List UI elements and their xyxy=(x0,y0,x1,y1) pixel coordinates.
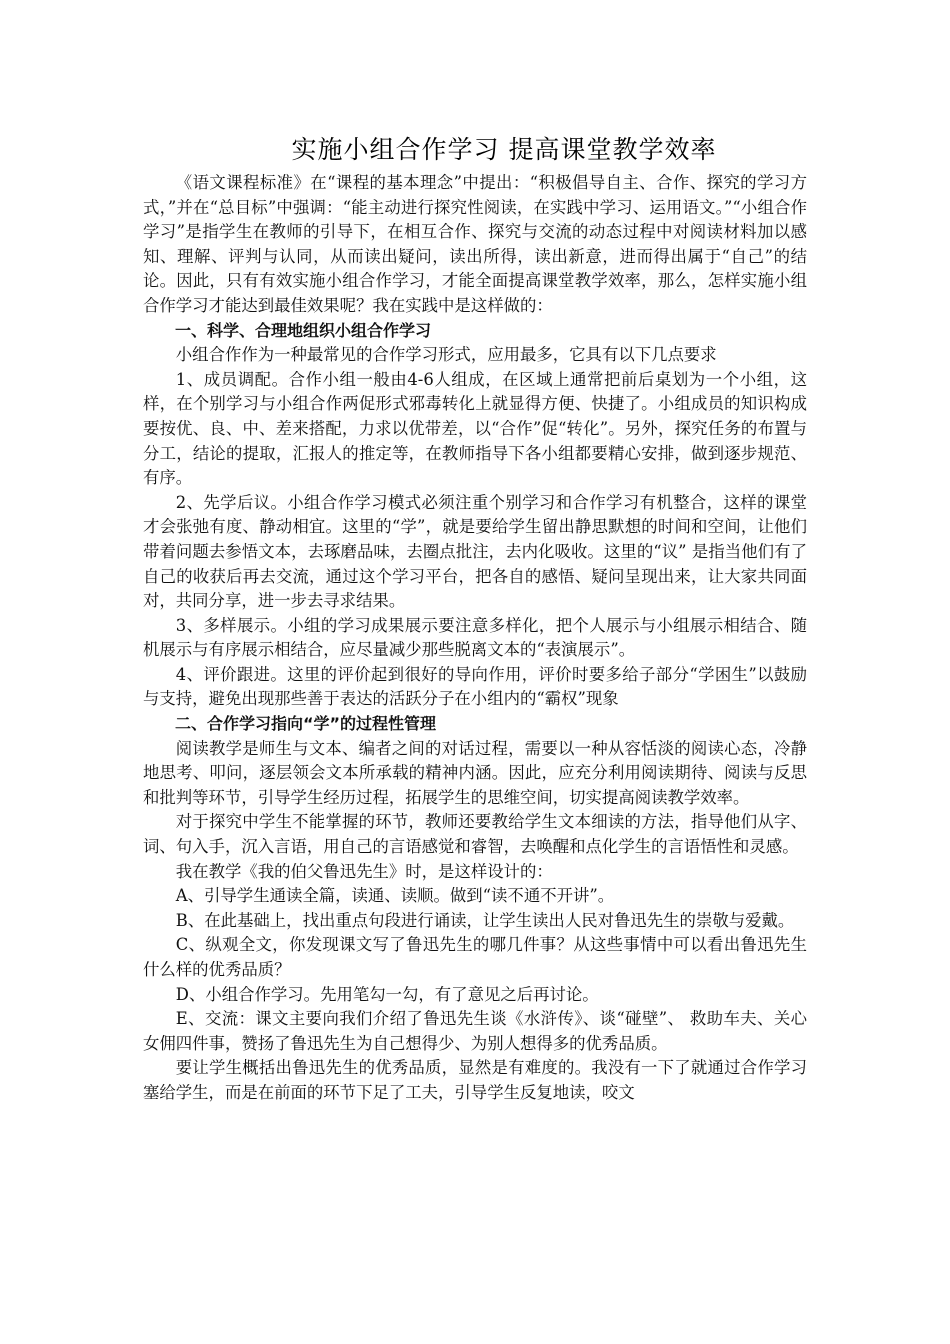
document-title: 实施小组合作学习 提高课堂教学效率 xyxy=(291,135,717,164)
section-heading: 一、科学、合理地组织小组合作学习 xyxy=(175,320,432,340)
paragraph: A、引导学生通读全篇，读通、读顺。做到“读不通不开讲”。 xyxy=(175,886,615,906)
paragraph: 2、先学后议。小组合作学习模式必须注重个别学习和合作学习有机整合，这样的课堂才会张弛有度、静动相宜。这里的“学”，就是要给学生留出静思默想的时间和空间，让他们带着问题去参悟文本，去琢磨品味，去圈点批注，去内化吸收。这里的“议” 是指当他们有了自己的收获后再去交流，通过这个学习平台，把各自的感悟、疑问呈现出来，让大家共同面对，共同分享，进一步去寻求结果。 xyxy=(143,492,807,611)
paragraph: 3、多样展示。小组的学习成果展示要注意多样化，把个人展示与小组展示相结合、随机展示与有序展示相结合，应尽量减少那些脱离文本的“表演展示”。 xyxy=(143,615,807,660)
paragraph: 对于探究中学生不能掌握的环节，教师还要教给学生文本细读的方法，指导他们从字、词、句入手，沉入言语，用自己的言语感觉和睿智，去唤醒和点化学生的言语悟性和灵感。 xyxy=(143,812,807,857)
paragraph: 《语文课程标准》在“课程的基本理念”中提出：“积极倡导自主、合作、探究的学习方式，”并在“总目标”中强调：“能主动进行探究性阅读，在实践中学习、运用语文。”“小组合作学习”是指学生在教师的引导下，在相互合作、探究与交流的动态过程中对阅读材料加以感知、理解、评判与认同，从而读出疑问，读出所得，读出新意，进而得出属于“自己”的结论。因此，只有有效实施小组合作学习，才能全面提高课堂教学效率，那么，怎样实施小组合作学习才能达到最佳效果呢？我在实践中是这样做的： xyxy=(143,173,807,315)
paragraph: 我在教学《我的伯父鲁迅先生》时，是这样设计的： xyxy=(175,861,553,881)
section-heading: 二、合作学习指向“学”的过程性管理 xyxy=(175,714,437,734)
paragraph: C、纵观全文，你发现课文写了鲁迅先生的哪几件事？从这些事情中可以看出鲁迅先生什么样的优秀品质？ xyxy=(143,935,807,979)
paragraph: B、在此基础上，找出重点句段进行诵读，让学生读出人民对鲁迅先生的崇敬与爱戴。 xyxy=(175,910,795,930)
paragraph: 1、成员调配。合作小组一般由4-6人组成，在区域上通常把前后桌划为一个小组，这样，在个别学习与小组合作两促形式邪毒转化上就显得方便、快捷了。小组成员的知识构成要按优、良、中、差来搭配，力求以优带差，以“合作”促“转化”。另外，探究任务的布置与分工，结论的提取，汇报人的推定等，在教师指导下各小组都要精心安排，做到逐步规范、有序。 xyxy=(143,369,807,488)
paragraph: D、小组合作学习。先用笔勾一勾，有了意见之后再讨论。 xyxy=(175,984,599,1004)
document-body xyxy=(143,171,807,1106)
paragraph: 4、评价跟进。这里的评价起到很好的导向作用，评价时要多给子部分“学困生”以鼓励与支持，避免出现那些善于表达的活跃分子在小组内的“霸权”现象 xyxy=(143,664,807,709)
paragraph: 要让学生概括出鲁迅先生的优秀品质，显然是有难度的。我没有一下了就通过合作学习塞给学生，而是在前面的环节下足了工夫，引导学生反复地读，咬文 xyxy=(143,1058,807,1102)
paragraph: 小组合作作为一种最常见的合作学习形式，应用最多，它具有以下几点要求 xyxy=(175,345,717,365)
paragraph: 阅读教学是师生与文本、编者之间的对话过程，需要以一种从容恬淡的阅读心态，冷静地思考、叩问，逐层领会文本所承载的精神内涵。因此，应充分利用阅读期待、阅读与反思和批判等环节，引导学生经历过程，拓展学生的思维空间，切实提高阅读教学效率。 xyxy=(143,738,807,807)
paragraph: E、交流：课文主要向我们介绍了鲁迅先生谈《水浒传》、谈“碰壁”、 救助车夫、关心女佣四件事，赞扬了鲁迅先生为自己想得少、为别人想得多的优秀品质。 xyxy=(143,1009,807,1053)
